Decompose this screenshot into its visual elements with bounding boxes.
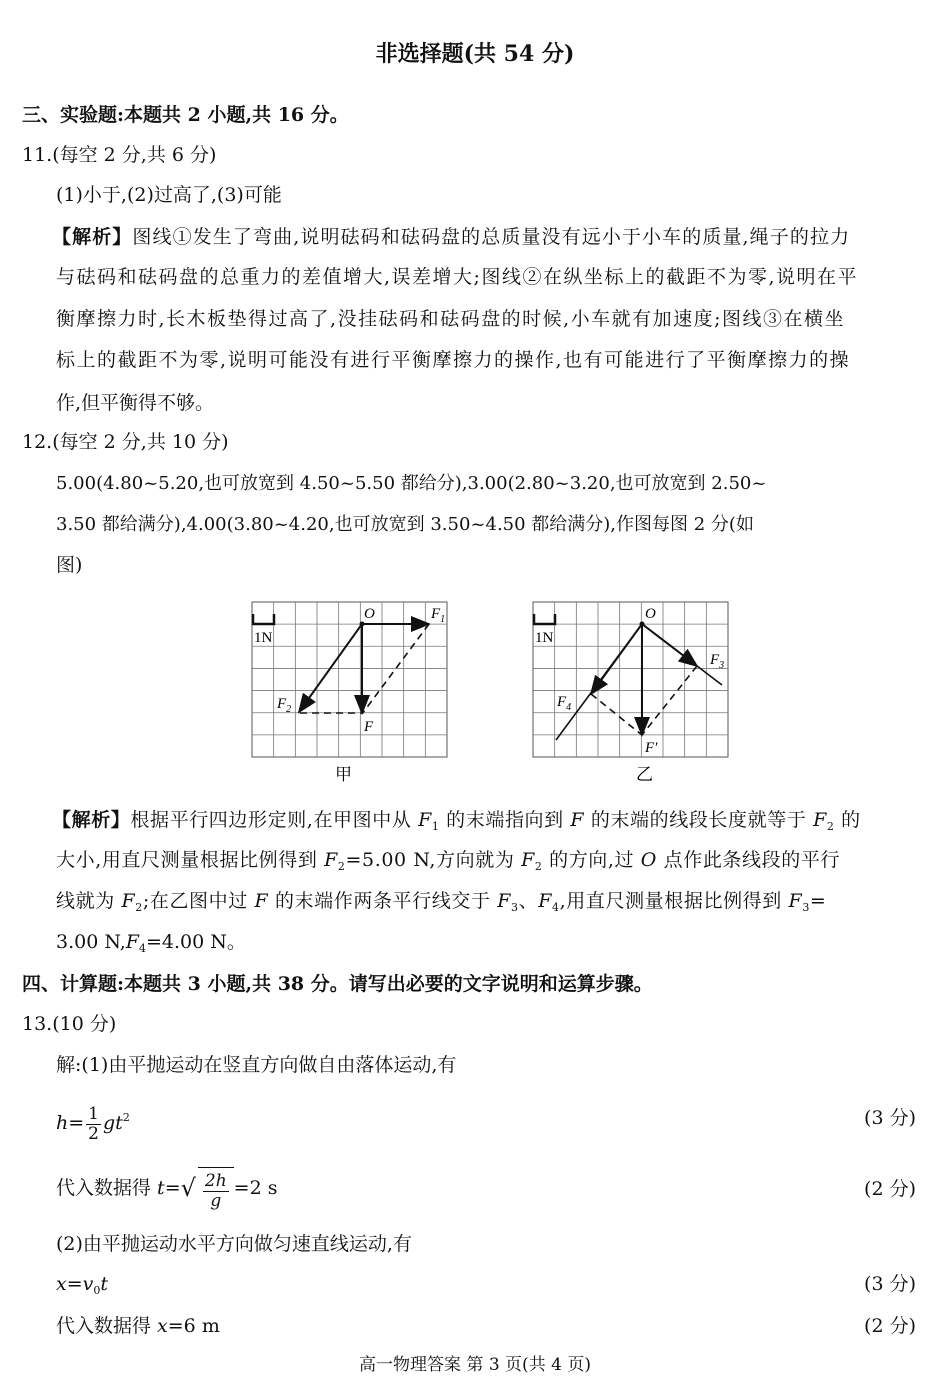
analysis-tag: 【解析】 xyxy=(52,226,133,248)
q11-analysis-line-4: 标上的截距不为零,说明可能没有进行平衡摩擦力的操作,也有可能进行了平衡摩擦力的操 xyxy=(56,349,851,371)
q12-analysis-line-3: 线就为 $F_2$;在乙图中过 F 的末端作两条平行线交于 $F_3$、$F_4$,用直尺测量根据比例得到 $F_3=$ xyxy=(56,890,827,914)
q12-analysis-line-4: 3.00 $N,F_4=4.00$ N。 xyxy=(56,931,246,955)
q12-answer-line-1: 5.00(4.80~5.20,也可放宽到 4.50~5.50 都给分),3.00(2.80~3.20,也可放宽到 2.50~ xyxy=(56,473,767,494)
dashed-line xyxy=(642,666,697,735)
force-diagram-figure xyxy=(0,590,950,795)
score-eq1: (3 分) xyxy=(864,1107,916,1129)
q11-answer: (1)小于,(2)过高了,(3)可能 xyxy=(56,184,282,206)
label-f2: $F_2$ xyxy=(277,696,292,715)
q13-step2: (2)由平抛运动水平方向做匀速直线运动,有 xyxy=(56,1233,412,1255)
scale-bar-right xyxy=(534,614,555,624)
equation-t: 代入数据得 t=√ $\frac{2h}{g}$ =2 s xyxy=(56,1166,277,1212)
score-eq4: (2 分) xyxy=(864,1315,916,1337)
vector-f4 xyxy=(591,624,642,694)
vector-f2 xyxy=(299,624,362,712)
vector-f3 xyxy=(642,624,697,666)
q11-analysis-line-5: 作,但平衡得不够。 xyxy=(56,392,215,414)
equation-h: h= $\frac{1}{2}$ $gt^2$ xyxy=(56,1103,130,1144)
equation-x-result: 代入数据得 x=6 m xyxy=(56,1315,220,1337)
score-eq2: (2 分) xyxy=(864,1178,916,1200)
caption-yi: 乙 xyxy=(636,765,653,784)
grid-right xyxy=(533,602,728,757)
label-f4: $F_4$ xyxy=(557,694,572,713)
q12-header: 12.(每空 2 分,共 10 分) xyxy=(22,431,229,453)
q12-analysis-line-2: 大小,用直尺测量根据比例得到 $F_2=5.00$ N,方向就为 $F_2$ 的方向,过 O 点作此条线段的平行 xyxy=(56,849,841,873)
q11-analysis-line-3: 衡摩擦力时,长木板垫得过高了,没挂砝码和砝码盘的时候,小车就有加速度;图线③在横坐 xyxy=(56,308,846,330)
page-footer: 高一物理答案 第 3 页(共 4 页) xyxy=(359,1355,591,1375)
q13-step1: 解:(1)由平抛运动在竖直方向做自由落体运动,有 xyxy=(56,1054,457,1076)
score-eq3: (3 分) xyxy=(864,1273,916,1295)
scale-label-left: 1N xyxy=(254,630,273,646)
dashed-line xyxy=(362,624,429,714)
label-f1: $F_1$ xyxy=(431,606,446,625)
label-o-left: O xyxy=(364,606,375,622)
q11-header: 11.(每空 2 分,共 6 分) xyxy=(22,144,217,166)
label-o-right: O xyxy=(645,606,656,622)
q11-analysis-line-2: 与砝码和砝码盘的总重力的差值增大,误差增大;图线②在纵坐标上的截距不为零,说明在平 xyxy=(56,266,858,288)
scale-bar-left xyxy=(253,614,274,624)
analysis-tag: 【解析】 xyxy=(52,809,131,831)
q11-analysis-line-1: 【解析】图线①发生了弯曲,说明砝码和砝码盘的总质量没有远小于小车的质量,绳子的拉力 xyxy=(52,226,851,248)
q13-header: 13.(10 分) xyxy=(22,1013,117,1035)
section-title: 非选择题(共 54 分) xyxy=(375,41,575,67)
part3-heading: 三、实验题:本题共 2 小题,共 16 分。 xyxy=(22,104,349,126)
q12-analysis-line-1: 【解析】根据平行四边形定则,在甲图中从 $F_1$ 的末端指向到 F 的末端的线段长度就等于 $F_2$ 的 xyxy=(52,809,861,833)
dashed-line xyxy=(591,694,642,735)
label-f3: $F_3$ xyxy=(710,652,725,671)
part4-heading: 四、计算题:本题共 3 小题,共 38 分。请写出必要的文字说明和运算步骤。 xyxy=(22,973,653,995)
q12-answer-line-2: 3.50 都给满分),4.00(3.80~4.20,也可放宽到 3.50~4.50 都给满分),作图每图 2 分(如 xyxy=(56,514,754,535)
label-f: F xyxy=(364,719,374,735)
grid-left xyxy=(252,602,447,757)
scale-label-right: 1N xyxy=(535,630,554,646)
label-f-prime: F′ xyxy=(645,740,658,756)
caption-jia: 甲 xyxy=(335,765,352,784)
q12-answer-line-3: 图) xyxy=(56,554,83,576)
equation-x: $x=v_0t$ xyxy=(56,1273,109,1297)
